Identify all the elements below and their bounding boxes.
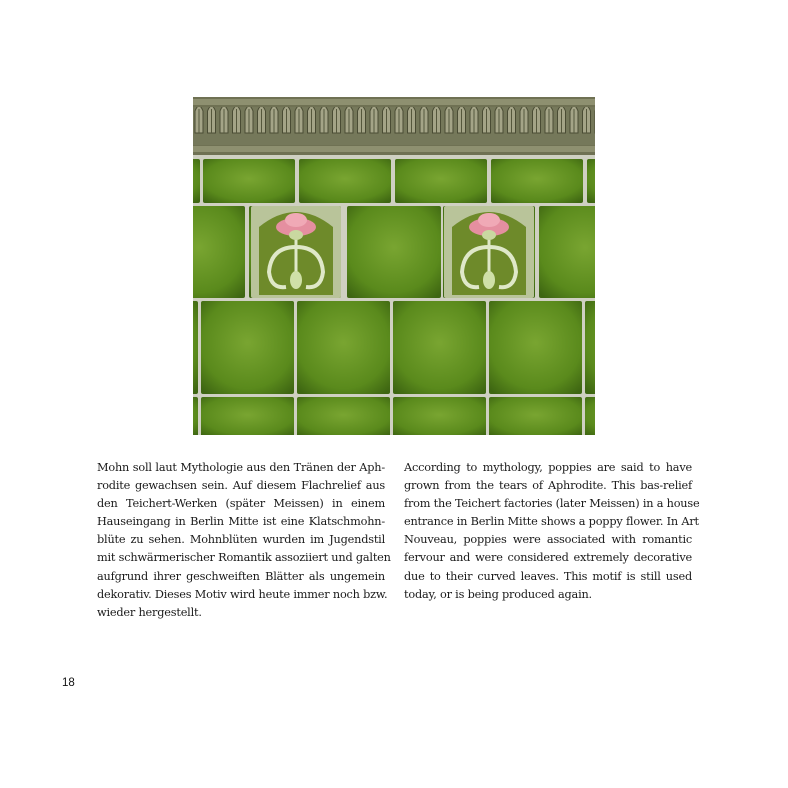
- german-text-column: [97, 459, 391, 622]
- text-line: entrance in Berlin Mitte shows a poppy flower. In Art: [404, 515, 699, 529]
- tile: [585, 397, 595, 435]
- page-number: 18: [62, 677, 75, 689]
- text-line: Mohn soll laut Mythologie aus den Tränen der Aph-: [97, 461, 385, 474]
- tile: [393, 397, 486, 435]
- tile: [395, 159, 487, 203]
- poppy-relief: [452, 212, 526, 295]
- tile: [491, 159, 583, 203]
- tile: [539, 206, 595, 298]
- text-line: den Teichert-Werken (später Meissen) in einem: [97, 497, 385, 511]
- tile: [203, 159, 295, 203]
- tile-wall-photo: [193, 97, 595, 435]
- tile: [489, 301, 582, 394]
- tile: [297, 301, 390, 394]
- tile: [201, 301, 294, 394]
- text-line: grown from the tears of Aphrodite. This bas-relief: [404, 479, 692, 493]
- tile: [489, 397, 582, 435]
- text-line: aufgrund ihrer geschweiften Blätter als ungemein: [97, 569, 385, 583]
- tile: [193, 301, 198, 394]
- tile: [347, 206, 441, 298]
- tile: [193, 397, 198, 435]
- text-line: from the Teichert factories (later Meissen) in a house: [404, 497, 700, 511]
- tile: [297, 397, 390, 435]
- text-line: Hauseingang in Berlin Mitte ist eine Klatschmohn-: [97, 515, 385, 529]
- tile: [393, 301, 486, 394]
- text-line: According to mythology, poppies are said to have: [404, 461, 692, 474]
- text-line: today, or is being produced again.: [404, 587, 592, 601]
- text-line: due to their curved leaves. This motif is still used: [404, 569, 692, 583]
- tile: [587, 159, 595, 203]
- text-line: mit schwärmerischer Romantik assoziiert und galten: [97, 551, 391, 565]
- tile: [201, 397, 294, 435]
- text-line: wieder hergestellt.: [97, 605, 202, 619]
- english-text-column: [404, 459, 700, 604]
- text-line: fervour and were considered extremely decorative: [404, 551, 692, 565]
- text-line: rodite gewachsen sein. Auf diesem Flachrelief aus: [97, 479, 385, 493]
- tile: [193, 206, 245, 298]
- tile: [585, 301, 595, 394]
- text-line: Nouveau, poppies were associated with romantic: [404, 533, 692, 547]
- poppy-relief: [259, 212, 333, 295]
- tile: [299, 159, 391, 203]
- tile: [193, 159, 200, 203]
- text-line: dekorativ. Dieses Motiv wird heute immer noch bzw.: [97, 587, 388, 601]
- text-line: blüte zu sehen. Mohnblüten wurden im Jugendstil: [97, 533, 385, 547]
